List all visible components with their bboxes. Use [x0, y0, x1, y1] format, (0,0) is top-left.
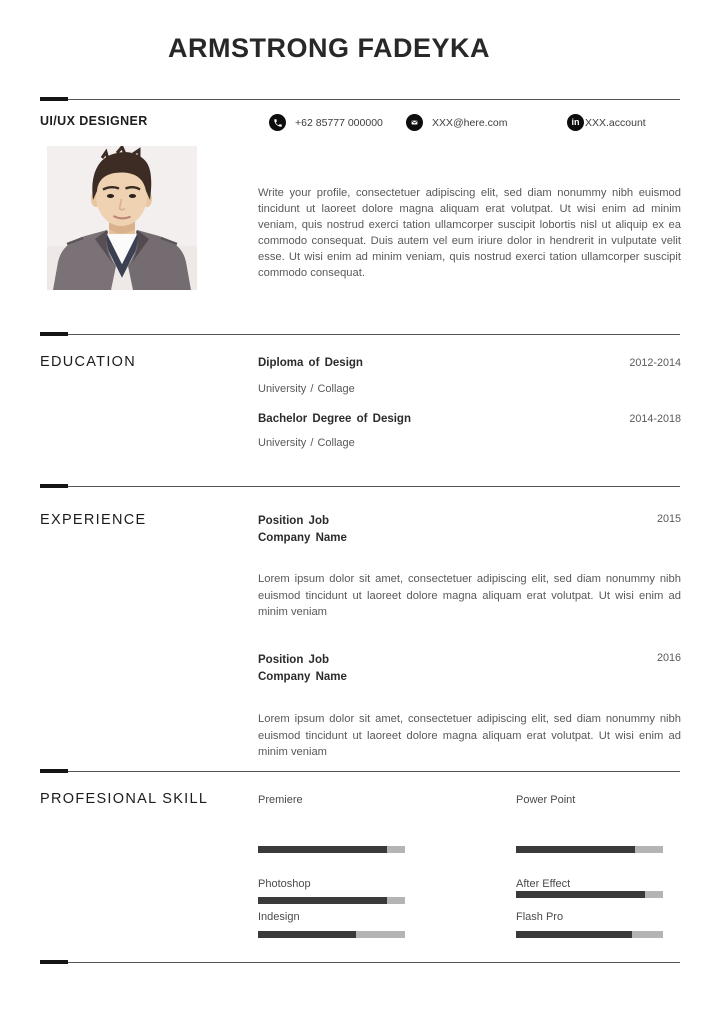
skill-bar-track — [516, 891, 663, 898]
degree-years: 2012-2014 — [629, 357, 681, 369]
divider-accent — [40, 769, 68, 774]
linkedin-icon: in — [567, 114, 584, 131]
school-name: University / Collage — [258, 383, 355, 395]
experience-heading: EXPERIENCE — [40, 512, 147, 528]
position-title: Position Job — [258, 515, 329, 527]
education-heading: EDUCATION — [40, 354, 137, 370]
experience-description: Lorem ipsum dolor sit amet, consectetuer adipiscing elit, sed diam nonummy nibh euismod tincidunt ut laoreet dolore magna aliquam erat volutpat. Ut wisi enim ad minim veniam — [258, 713, 681, 758]
skill-label: Power Point — [516, 794, 576, 806]
divider-line — [40, 962, 680, 963]
divider-accent — [40, 960, 68, 965]
profile-summary: Write your profile, consectetuer adipiscing elit, sed diam nonummy nibh euismod tincidunt ut laoreet dolore magna aliquam erat volutpat. Ut wisi enim ad minim veniam, quis nostrud exerci tation ullamcorper suscipit lobortis nisl ut aliquip ex ea commodo consequat. Duis autem vel eum iriure dolor in hendrerit in vulputate velit esse. Ut wisi enim ad minim veniam, quis nostrud exerci tation ullamcorper suscipit commodo consequat. — [258, 187, 681, 279]
profile-photo — [47, 146, 197, 290]
skill-bar-fill — [258, 897, 387, 904]
envelope-icon — [406, 114, 423, 131]
experience-year: 2016 — [656, 652, 681, 664]
degree-title: Diploma of Design — [258, 357, 363, 369]
section-divider — [40, 482, 680, 487]
section-divider — [40, 330, 680, 335]
skill-label: Indesign — [258, 911, 300, 923]
experience-description: Lorem ipsum dolor sit amet, consectetuer adipiscing elit, sed diam nonummy nibh euismod tincidunt ut laoreet dolore magna aliquam erat volutpat. Ut wisi enim ad minim veniam — [258, 573, 681, 618]
skill-bar-fill — [516, 846, 635, 853]
divider-line — [40, 99, 680, 100]
experience-item — [258, 513, 681, 547]
position-title: Position Job — [258, 654, 329, 666]
company-name: Company Name — [258, 671, 347, 683]
divider-accent — [40, 97, 68, 102]
skill-bar-track — [258, 897, 405, 904]
skill-bar-fill — [516, 891, 645, 898]
education-item — [258, 357, 681, 369]
skill-bar-track — [516, 846, 663, 853]
skill-label: Premiere — [258, 794, 303, 806]
divider-line — [40, 771, 680, 772]
section-divider — [40, 767, 680, 772]
job-title: UI/UX DESIGNER — [40, 114, 148, 128]
section-divider — [40, 958, 680, 963]
skill-bar-track — [258, 931, 405, 938]
linkedin-account: XXX.account — [585, 116, 646, 129]
experience-item — [258, 652, 681, 686]
phone-number: +62 85777 000000 — [295, 116, 383, 129]
school-name: University / Collage — [258, 437, 355, 449]
contact-email[interactable] — [406, 114, 507, 131]
divider-accent — [40, 332, 68, 337]
degree-title: Bachelor Degree of Design — [258, 413, 411, 425]
skill-bar-fill — [258, 931, 356, 938]
divider-line — [40, 334, 680, 335]
contact-linkedin[interactable] — [567, 114, 646, 131]
skill-bar-fill — [258, 846, 387, 853]
skill-label: Flash Pro — [516, 911, 564, 923]
experience-year: 2015 — [656, 513, 681, 525]
email-address: XXX@here.com — [432, 116, 508, 129]
divider-line — [40, 486, 680, 487]
company-name: Company Name — [258, 532, 347, 544]
skills-heading: PROFESIONAL SKILL — [40, 791, 209, 807]
section-divider — [40, 95, 680, 100]
skill-bar-fill — [516, 931, 632, 938]
page-title: ARMSTRONG FADEYKA — [167, 33, 490, 63]
skill-bar-track — [516, 931, 663, 938]
skill-label: After Effect — [516, 878, 571, 890]
skill-label: Photoshop — [258, 878, 311, 890]
education-item — [258, 413, 681, 425]
divider-accent — [40, 484, 68, 489]
skill-bar-track — [258, 846, 405, 853]
phone-icon — [269, 114, 286, 131]
contact-phone[interactable] — [269, 114, 383, 131]
degree-years: 2014-2018 — [629, 413, 681, 425]
